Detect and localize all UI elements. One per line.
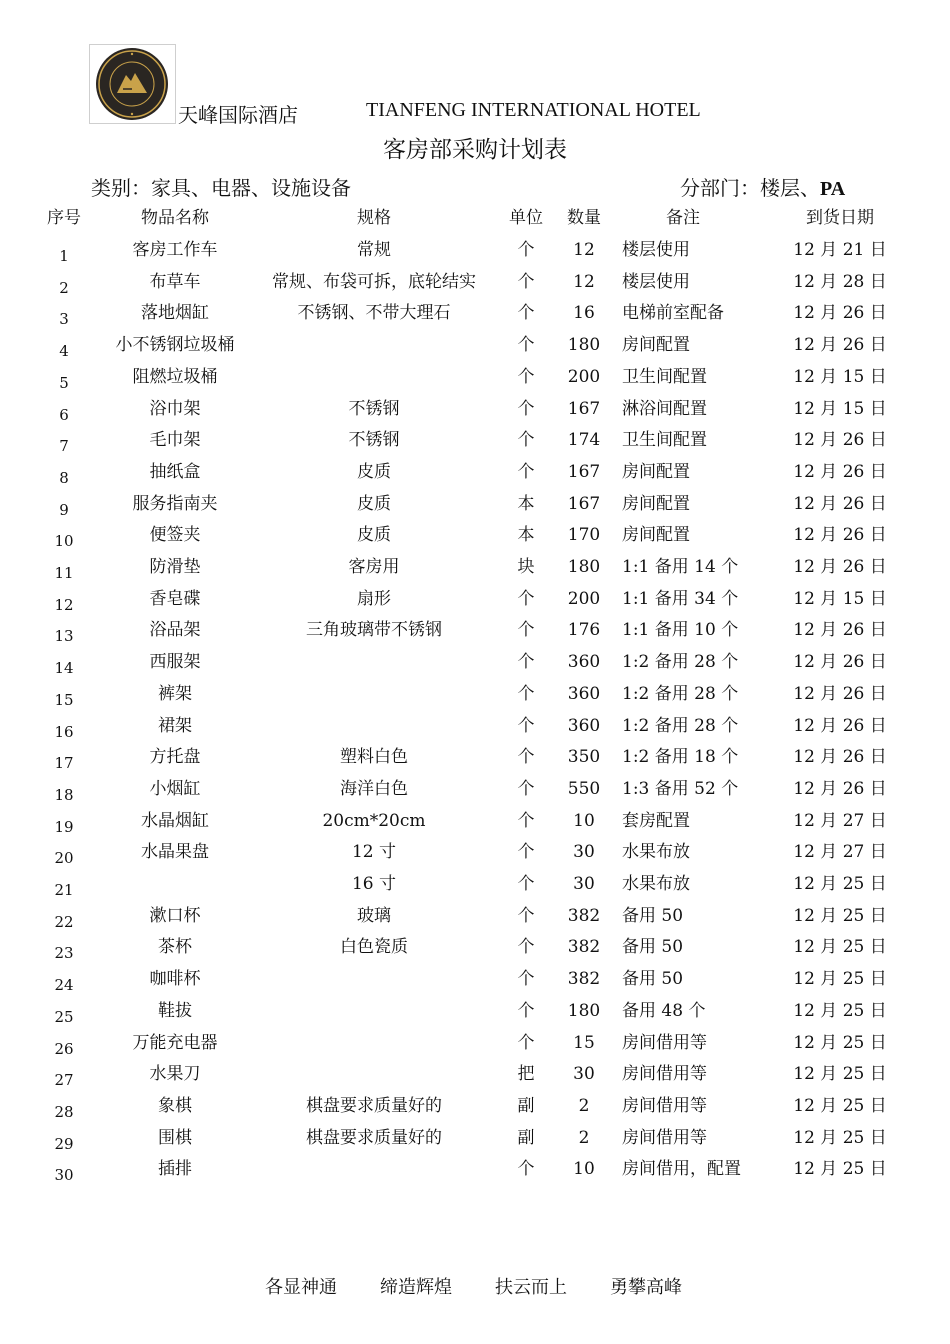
- item-unit: 个: [517, 335, 535, 356]
- delivery-date: 12 月 25 日: [793, 1159, 887, 1180]
- item-name: 水晶果盘: [141, 842, 209, 863]
- item-note: 楼层使用: [622, 271, 690, 292]
- item-note: 1:1 备用 14 个: [622, 557, 739, 577]
- column-header-note: 备注: [666, 208, 700, 228]
- item-quantity: 16: [573, 303, 595, 324]
- table-row: [0, 552, 950, 582]
- item-name: 裙架: [158, 715, 192, 736]
- item-quantity: 30: [573, 842, 595, 863]
- table-row: [0, 996, 950, 1026]
- item-unit: 个: [517, 303, 535, 324]
- item-unit: 个: [517, 366, 535, 387]
- department-pa: PA: [820, 178, 846, 200]
- item-unit: 副: [517, 1127, 535, 1148]
- delivery-date: 12 月 15 日: [793, 366, 887, 387]
- row-number: 7: [59, 437, 69, 456]
- delivery-date: 12 月 25 日: [793, 874, 887, 894]
- item-quantity: 10: [573, 810, 595, 831]
- table-row: [0, 1059, 950, 1089]
- item-quantity: 2: [578, 1095, 590, 1116]
- item-name: 方托盘: [149, 747, 201, 768]
- item-unit: 把: [517, 1064, 535, 1085]
- item-spec: 扇形: [357, 588, 391, 609]
- row-number: 15: [54, 690, 74, 709]
- column-header-name: 物品名称: [141, 208, 209, 228]
- item-name: 裤架: [158, 683, 192, 704]
- row-number: 24: [54, 976, 74, 995]
- row-number: 25: [54, 1007, 74, 1026]
- item-quantity: 200: [567, 366, 601, 387]
- item-name: 毛巾架: [149, 430, 201, 451]
- item-note: 水果布放: [622, 842, 690, 863]
- delivery-date: 12 月 25 日: [793, 1127, 887, 1148]
- item-unit: 个: [517, 620, 535, 641]
- delivery-date: 12 月 25 日: [793, 1000, 887, 1021]
- item-unit: 本: [517, 493, 535, 514]
- table-row: [0, 901, 950, 931]
- table-row: [0, 964, 950, 994]
- row-number: 29: [54, 1134, 74, 1153]
- item-unit: 块: [517, 557, 535, 577]
- column-header-qty: 数量: [567, 208, 601, 228]
- item-unit: 个: [517, 240, 535, 260]
- table-row: [0, 235, 950, 265]
- item-note: 楼层使用: [622, 240, 690, 260]
- delivery-date: 12 月 26 日: [793, 335, 887, 356]
- item-note: 1:2 备用 28 个: [622, 652, 739, 673]
- item-note: 房间配置: [622, 461, 690, 482]
- delivery-date: 12 月 26 日: [793, 747, 887, 768]
- item-name: 咖啡杯: [149, 969, 201, 990]
- table-row: [0, 584, 950, 614]
- item-unit: 个: [517, 747, 535, 768]
- table-row: [0, 647, 950, 677]
- slogan: 缔造辉煌: [380, 1277, 452, 1298]
- row-number: 2: [59, 278, 69, 297]
- item-spec: 不锈钢、不带大理石: [297, 303, 451, 324]
- item-spec: 不锈钢: [348, 398, 400, 419]
- item-spec: 棋盘要求质量好的: [306, 1127, 442, 1148]
- item-quantity: 360: [567, 652, 601, 673]
- item-name: 便签夹: [149, 525, 201, 546]
- table-row: [0, 742, 950, 772]
- item-unit: 个: [517, 1032, 535, 1053]
- table-row: [0, 520, 950, 550]
- table-row: [0, 267, 950, 297]
- item-note: 备用 50: [622, 969, 684, 990]
- item-quantity: 180: [567, 1000, 601, 1021]
- item-quantity: 174: [567, 430, 601, 451]
- document-title: 客房部采购计划表: [383, 137, 567, 163]
- item-note: 1:2 备用 18 个: [622, 747, 739, 768]
- item-note: 1:3 备用 52 个: [622, 778, 739, 799]
- item-note: 房间借用等: [622, 1127, 707, 1148]
- table-row: [0, 869, 950, 899]
- item-note: 房间借用等: [622, 1064, 707, 1085]
- item-unit: 个: [517, 937, 535, 958]
- item-spec: 棋盘要求质量好的: [306, 1095, 442, 1116]
- column-header-no: 序号: [47, 208, 81, 228]
- table-row: [0, 1123, 950, 1153]
- row-number: 3: [59, 310, 69, 329]
- item-quantity: 350: [567, 747, 601, 768]
- item-unit: 个: [517, 430, 535, 451]
- item-quantity: 167: [567, 461, 601, 482]
- item-name: 阻燃垃圾桶: [132, 366, 218, 387]
- item-note: 房间借用等: [622, 1095, 707, 1116]
- department-label: [680, 172, 845, 201]
- table-row: [0, 932, 950, 962]
- delivery-date: 12 月 26 日: [793, 525, 887, 546]
- item-quantity: 550: [567, 778, 601, 799]
- hotel-name-cn: 天峰国际酒店: [178, 103, 298, 127]
- hotel-logo: [89, 44, 176, 124]
- item-name: 浴品架: [149, 620, 201, 641]
- item-unit: 个: [517, 1159, 535, 1180]
- delivery-date: 12 月 26 日: [793, 303, 887, 324]
- hotel-name-en: TIANFENG INTERNATIONAL HOTEL: [366, 99, 701, 121]
- item-spec: 三角玻璃带不锈钢: [306, 620, 442, 641]
- item-note: 水果布放: [622, 874, 690, 894]
- delivery-date: 12 月 21 日: [793, 240, 887, 260]
- row-number: 12: [54, 595, 74, 614]
- delivery-date: 12 月 15 日: [793, 588, 887, 609]
- row-number: 22: [54, 912, 74, 931]
- table-row: [0, 330, 950, 360]
- row-number: 8: [59, 468, 69, 487]
- item-note: 卫生间配置: [622, 366, 707, 387]
- item-name: 茶杯: [158, 937, 192, 958]
- row-number: 21: [54, 881, 74, 899]
- table-row: [0, 679, 950, 709]
- delivery-date: 12 月 26 日: [793, 620, 887, 641]
- row-number: 19: [54, 817, 74, 836]
- row-number: 28: [54, 1102, 74, 1121]
- item-spec: 皮质: [357, 493, 391, 514]
- item-note: 房间配置: [622, 493, 690, 514]
- item-spec: 塑料白色: [340, 747, 408, 768]
- delivery-date: 12 月 27 日: [793, 810, 887, 831]
- table-row: [0, 362, 950, 392]
- row-number: 1: [59, 247, 69, 265]
- table-row: [0, 425, 950, 455]
- department-text: 分部门：楼层、: [680, 176, 820, 200]
- item-name: 鞋拔: [158, 1000, 192, 1021]
- item-note: 淋浴间配置: [622, 398, 707, 419]
- item-spec: 20cm*20cm: [322, 810, 426, 831]
- slogan: 勇攀高峰: [610, 1277, 682, 1298]
- item-unit: 个: [517, 905, 535, 926]
- item-quantity: 167: [567, 493, 601, 514]
- row-number: 9: [59, 500, 69, 519]
- item-note: 1:2 备用 28 个: [622, 683, 739, 704]
- table-header: [0, 203, 950, 233]
- table-row: [0, 298, 950, 328]
- item-unit: 个: [517, 461, 535, 482]
- delivery-date: 12 月 26 日: [793, 778, 887, 799]
- item-name: 水果刀: [149, 1064, 201, 1085]
- delivery-date: 12 月 28 日: [793, 271, 887, 292]
- item-name: 万能充电器: [132, 1032, 218, 1053]
- item-name: 服务指南夹: [132, 493, 218, 514]
- item-note: 1:1 备用 10 个: [622, 620, 739, 641]
- item-note: 电梯前室配备: [622, 303, 724, 324]
- item-unit: 个: [517, 842, 535, 863]
- item-unit: 个: [517, 271, 535, 292]
- delivery-date: 12 月 26 日: [793, 430, 887, 451]
- item-name: 香皂碟: [149, 588, 201, 609]
- item-note: 备用 50: [622, 937, 684, 958]
- delivery-date: 12 月 27 日: [793, 842, 887, 863]
- item-quantity: 167: [567, 398, 601, 419]
- item-quantity: 15: [573, 1032, 595, 1053]
- item-unit: 个: [517, 683, 535, 704]
- item-name: 插排: [158, 1159, 192, 1180]
- delivery-date: 12 月 26 日: [793, 715, 887, 736]
- item-spec: 白色瓷质: [340, 937, 408, 958]
- item-note: 备用 48 个: [622, 1000, 706, 1021]
- item-quantity: 12: [573, 271, 595, 292]
- item-name: 象棋: [158, 1095, 192, 1116]
- row-number: 20: [54, 849, 74, 868]
- delivery-date: 12 月 26 日: [793, 557, 887, 577]
- item-unit: 本: [517, 525, 535, 546]
- row-number: 30: [54, 1166, 74, 1185]
- row-number: 17: [54, 754, 74, 773]
- row-number: 4: [59, 342, 69, 361]
- item-name: 漱口杯: [149, 905, 201, 926]
- delivery-date: 12 月 25 日: [793, 1095, 887, 1116]
- table-row: [0, 1091, 950, 1121]
- row-number: 23: [54, 944, 74, 963]
- item-name: 围棋: [158, 1127, 192, 1148]
- slogan: 各显神通: [265, 1277, 337, 1298]
- delivery-date: 12 月 25 日: [793, 1064, 887, 1085]
- item-spec: 16 寸: [351, 874, 397, 894]
- row-number: 16: [54, 722, 74, 741]
- item-name: 落地烟缸: [141, 303, 209, 324]
- item-name: 抽纸盒: [149, 461, 201, 482]
- item-note: 1:2 备用 28 个: [622, 715, 739, 736]
- item-unit: 个: [517, 969, 535, 990]
- item-quantity: 360: [567, 683, 601, 704]
- row-number: 14: [54, 659, 74, 678]
- item-quantity: 30: [573, 1064, 595, 1085]
- delivery-date: 12 月 26 日: [793, 493, 887, 514]
- item-name: 西服架: [149, 652, 201, 673]
- delivery-date: 12 月 26 日: [793, 461, 887, 482]
- item-name: 小烟缸: [149, 778, 201, 799]
- row-number: 26: [54, 1039, 74, 1058]
- item-quantity: 200: [567, 588, 601, 609]
- item-note: 房间借用等: [622, 1032, 707, 1053]
- row-number: 18: [54, 785, 74, 804]
- item-unit: 个: [517, 1000, 535, 1021]
- row-number: 10: [54, 532, 74, 551]
- slogan: 扶云而上: [495, 1277, 567, 1298]
- item-unit: 个: [517, 874, 535, 894]
- column-header-unit: 单位: [509, 208, 543, 228]
- item-spec: 常规、布袋可拆，底轮结实: [272, 271, 476, 292]
- item-unit: 个: [517, 652, 535, 673]
- item-spec: 海洋白色: [340, 778, 408, 799]
- delivery-date: 12 月 26 日: [793, 652, 887, 673]
- table-row: [0, 1028, 950, 1058]
- item-spec: 玻璃: [357, 905, 391, 926]
- item-spec: 客房用: [348, 557, 400, 577]
- item-name: 小不锈钢垃圾桶: [115, 335, 235, 356]
- table-row: [0, 1154, 950, 1184]
- item-quantity: 176: [567, 620, 601, 641]
- table-row: [0, 457, 950, 487]
- item-name: 布草车: [149, 271, 201, 292]
- row-number: 5: [59, 373, 69, 392]
- delivery-date: 12 月 25 日: [793, 969, 887, 990]
- delivery-date: 12 月 15 日: [793, 398, 887, 419]
- item-unit: 个: [517, 588, 535, 609]
- item-quantity: 180: [567, 335, 601, 356]
- table-row: [0, 806, 950, 836]
- item-quantity: 2: [578, 1127, 590, 1148]
- item-spec: 12 寸: [351, 842, 397, 863]
- item-name: 浴巾架: [149, 398, 201, 419]
- item-quantity: 382: [567, 905, 601, 926]
- column-header-date: 到货日期: [806, 208, 874, 228]
- item-unit: 副: [517, 1095, 535, 1116]
- category-label: 类别：家具、电器、设施设备: [91, 176, 351, 200]
- delivery-date: 12 月 25 日: [793, 905, 887, 926]
- item-spec: 皮质: [357, 525, 391, 546]
- item-unit: 个: [517, 398, 535, 419]
- item-spec: 皮质: [357, 461, 391, 482]
- table-row: [0, 489, 950, 519]
- table-row: [0, 615, 950, 645]
- item-spec: 常规: [357, 240, 391, 260]
- item-quantity: 12: [573, 240, 595, 260]
- item-unit: 个: [517, 778, 535, 799]
- item-note: 套房配置: [622, 810, 690, 831]
- item-note: 1:1 备用 34 个: [622, 588, 739, 609]
- item-quantity: 382: [567, 969, 601, 990]
- table-row: [0, 711, 950, 741]
- item-spec: 不锈钢: [348, 430, 400, 451]
- item-quantity: 10: [573, 1159, 595, 1180]
- row-number: 13: [54, 627, 74, 646]
- delivery-date: 12 月 25 日: [793, 1032, 887, 1053]
- table-row: [0, 394, 950, 424]
- item-unit: 个: [517, 810, 535, 831]
- item-name: 防滑垫: [149, 557, 201, 577]
- item-unit: 个: [517, 715, 535, 736]
- row-number: 27: [54, 1071, 74, 1090]
- item-note: 房间配置: [622, 335, 690, 356]
- item-quantity: 180: [567, 557, 601, 577]
- item-note: 备用 50: [622, 905, 684, 926]
- table-row: [0, 837, 950, 867]
- table-row: [0, 774, 950, 804]
- item-note: 卫生间配置: [622, 430, 707, 451]
- item-quantity: 360: [567, 715, 601, 736]
- item-note: 房间配置: [622, 525, 690, 546]
- row-number: 11: [54, 564, 74, 582]
- item-quantity: 382: [567, 937, 601, 958]
- delivery-date: 12 月 25 日: [793, 937, 887, 958]
- item-quantity: 170: [567, 525, 601, 546]
- item-name: 水晶烟缸: [141, 810, 209, 831]
- column-header-spec: 规格: [357, 208, 391, 228]
- row-number: 6: [59, 405, 69, 424]
- item-note: 房间借用，配置: [622, 1159, 741, 1180]
- item-name: 客房工作车: [132, 240, 218, 260]
- item-quantity: 30: [573, 874, 595, 894]
- delivery-date: 12 月 26 日: [793, 683, 887, 704]
